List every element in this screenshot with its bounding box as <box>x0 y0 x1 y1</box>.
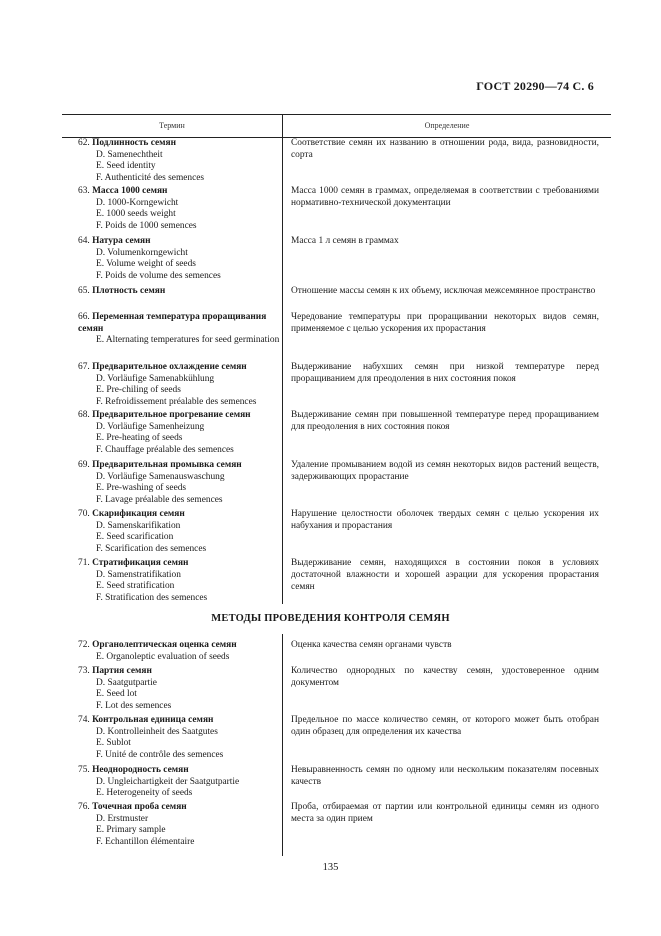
definition-74: Предельное по массе количество семян, от которого может быть отобран один образец для определения их качества <box>291 715 599 737</box>
definition-72: Оценка качества семян органами чувств <box>291 640 452 650</box>
term-number: 63. <box>78 186 90 196</box>
term-german: D. 1000-Korngewicht <box>96 197 179 208</box>
term-entry-73 <box>78 666 283 712</box>
definition-66: Чередование температуры при проращивании некоторых видов семян, применяемое с целью ускорения их прорастания <box>291 312 599 334</box>
term-title: Точечная проба семян <box>92 802 187 812</box>
term-english: E. Heterogeneity of seeds <box>96 788 193 798</box>
definition-63: Масса 1000 семян в граммах, определяемая в соответствии с требованиями нормативно-технической документации <box>291 186 599 208</box>
term-german: D. Samenskarifikation <box>96 520 181 531</box>
term-english: E. 1000 seeds weight <box>96 209 176 219</box>
definition-75: Невыравненность семян по одному или нескольким показателям посевных качеств <box>291 765 599 787</box>
term-entry-76 <box>78 802 283 848</box>
term-title: Предварительное охлаждение семян <box>92 362 247 372</box>
term-entry-69 <box>78 460 283 506</box>
term-entry-75 <box>78 765 283 800</box>
term-entry-70 <box>78 509 283 555</box>
term-number: 67. <box>78 362 90 372</box>
term-french: F. Chauffage préalable des semences <box>96 444 234 455</box>
term-title: Натура семян <box>92 236 151 246</box>
definition-68: Выдерживание семян при повышенной температуре перед проращиванием для преодоления в них состояния покоя <box>291 410 599 432</box>
page-number: 135 <box>322 862 339 873</box>
term-entry-68 <box>78 410 283 456</box>
definition-62: Соответствие семян их названию в отношении рода, вида, разновидности, сорта <box>291 138 599 160</box>
term-english: E. Primary sample <box>96 825 166 835</box>
term-english: E. Pre-chiling of seeds <box>96 385 181 395</box>
term-number: 68. <box>78 410 90 420</box>
term-title: Масса 1000 семян <box>92 186 168 196</box>
term-number: 70. <box>78 509 90 519</box>
term-german: D. Vorläufige Samenauswaschung <box>96 471 225 482</box>
definition-65: Отношение массы семян к их объему, исключая межсемянное пространство <box>291 286 596 296</box>
term-german: D. Volumenkorngewicht <box>96 247 188 258</box>
document-header: ГОСТ 20290—74 С. 6 <box>476 79 594 93</box>
term-entry-66 <box>78 312 283 347</box>
term-french: F. Unité de contrôle des semences <box>96 749 224 760</box>
term-number: 62. <box>78 138 90 148</box>
term-entry-63 <box>78 186 283 232</box>
term-english: E. Sublot <box>96 738 131 748</box>
term-number: 69. <box>78 460 90 470</box>
term-english: E. Pre-heating of seeds <box>96 433 183 443</box>
term-entry-74 <box>78 715 283 761</box>
term-entry-67 <box>78 362 283 408</box>
term-number: 66. <box>78 312 90 322</box>
term-german: D. Kontrolleinheit des Saatgutes <box>96 726 218 737</box>
term-french: F. Echantillon élémentaire <box>96 836 195 847</box>
term-english: E. Seed lot <box>96 689 137 699</box>
term-german: D. Samenstratifikation <box>96 569 181 580</box>
term-title: Скарификация семян <box>92 509 185 519</box>
term-entry-65 <box>78 286 283 298</box>
term-number: 64. <box>78 236 90 246</box>
term-english: E. Pre-washing of seeds <box>96 483 187 493</box>
term-french: F. Poids de 1000 semences <box>96 220 197 231</box>
term-german: D. Vorläufige Samenabkühlung <box>96 373 215 384</box>
term-german: D. Samenechtheit <box>96 149 163 160</box>
term-english: E. Volume weight of seeds <box>96 259 196 269</box>
term-entry-62 <box>78 138 283 184</box>
term-title: Органолептическая оценка семян <box>92 640 237 650</box>
term-german: D. Ungleichartigkeit der Saatgutpartie <box>96 776 240 787</box>
term-german: D. Erstmuster <box>96 813 149 824</box>
definition-73: Количество однородных по качеству семян, удостоверенное одним документом <box>291 666 599 688</box>
term-french: F. Stratification des semences <box>96 592 208 603</box>
term-number: 65. <box>78 286 90 296</box>
term-entry-71 <box>78 558 283 604</box>
term-title: Переменная температура проращивания семян <box>78 312 267 334</box>
section-heading: МЕТОДЫ ПРОВЕДЕНИЯ КОНТРОЛЯ СЕМЯН <box>211 613 450 624</box>
term-english: E. Organoleptic evaluation of seeds <box>96 651 230 662</box>
term-number: 73. <box>78 666 90 676</box>
definition-64: Масса 1 л семян в граммах <box>291 236 399 246</box>
term-german: D. Vorläufige Samenheizung <box>96 421 205 432</box>
term-english: E. Seed scarification <box>96 532 174 542</box>
term-french: F. Refroidissement préalable des semences <box>96 396 257 407</box>
term-entry-64 <box>78 236 283 282</box>
term-english: E. Seed stratification <box>96 581 175 591</box>
definition-69: Удаление промыванием водой из семян некоторых видов растений веществ, задерживающих прорастание <box>291 460 599 482</box>
definition-67: Выдерживание набухших семян при низкой температуре перед проращиванием для преодоления в них состояния покоя <box>291 362 599 384</box>
term-english: E. Seed identity <box>96 161 156 171</box>
term-title: Стратификация семян <box>92 558 189 568</box>
term-title: Подлинность семян <box>92 138 177 148</box>
term-french: F. Lot des semences <box>96 700 172 711</box>
definition-71: Выдерживание семян, находящихся в состоянии покоя в условиях достаточной влажности и хорошей аэрации для ускорения прорастания семян <box>291 558 599 592</box>
term-column-header: Термин <box>159 121 185 130</box>
term-number: 76. <box>78 802 90 812</box>
term-german: D. Saatgutpartie <box>96 677 157 688</box>
term-french: F. Scarification des semences <box>96 543 207 554</box>
definition-70: Нарушение целостности оболочек твердых семян с целью ускорения их набухания и прорастания <box>291 509 599 531</box>
term-number: 75. <box>78 765 90 775</box>
term-english: E. Alternating temperatures for seed germination <box>96 335 280 345</box>
term-title: Предварительная промывка семян <box>92 460 242 470</box>
term-title: Партия семян <box>92 666 152 676</box>
term-title: Контрольная единица семян <box>92 715 214 725</box>
term-number: 71. <box>78 558 90 568</box>
term-french: F. Authenticité des semences <box>96 172 205 183</box>
term-title: Неоднородность семян <box>92 765 189 775</box>
term-french: F. Poids de volume des semences <box>96 270 221 281</box>
definition-76: Проба, отбираемая от партии или контрольной единицы семян из одного места за один прием <box>291 802 599 824</box>
term-entry-72 <box>78 640 283 663</box>
term-number: 72. <box>78 640 90 650</box>
definition-column-header: Определение <box>424 121 470 130</box>
table-header <box>62 114 611 138</box>
term-title: Предварительное прогревание семян <box>92 410 251 420</box>
term-french: F. Lavage préalable des semences <box>96 494 223 505</box>
term-title: Плотность семян <box>92 286 166 296</box>
term-number: 74. <box>78 715 90 725</box>
